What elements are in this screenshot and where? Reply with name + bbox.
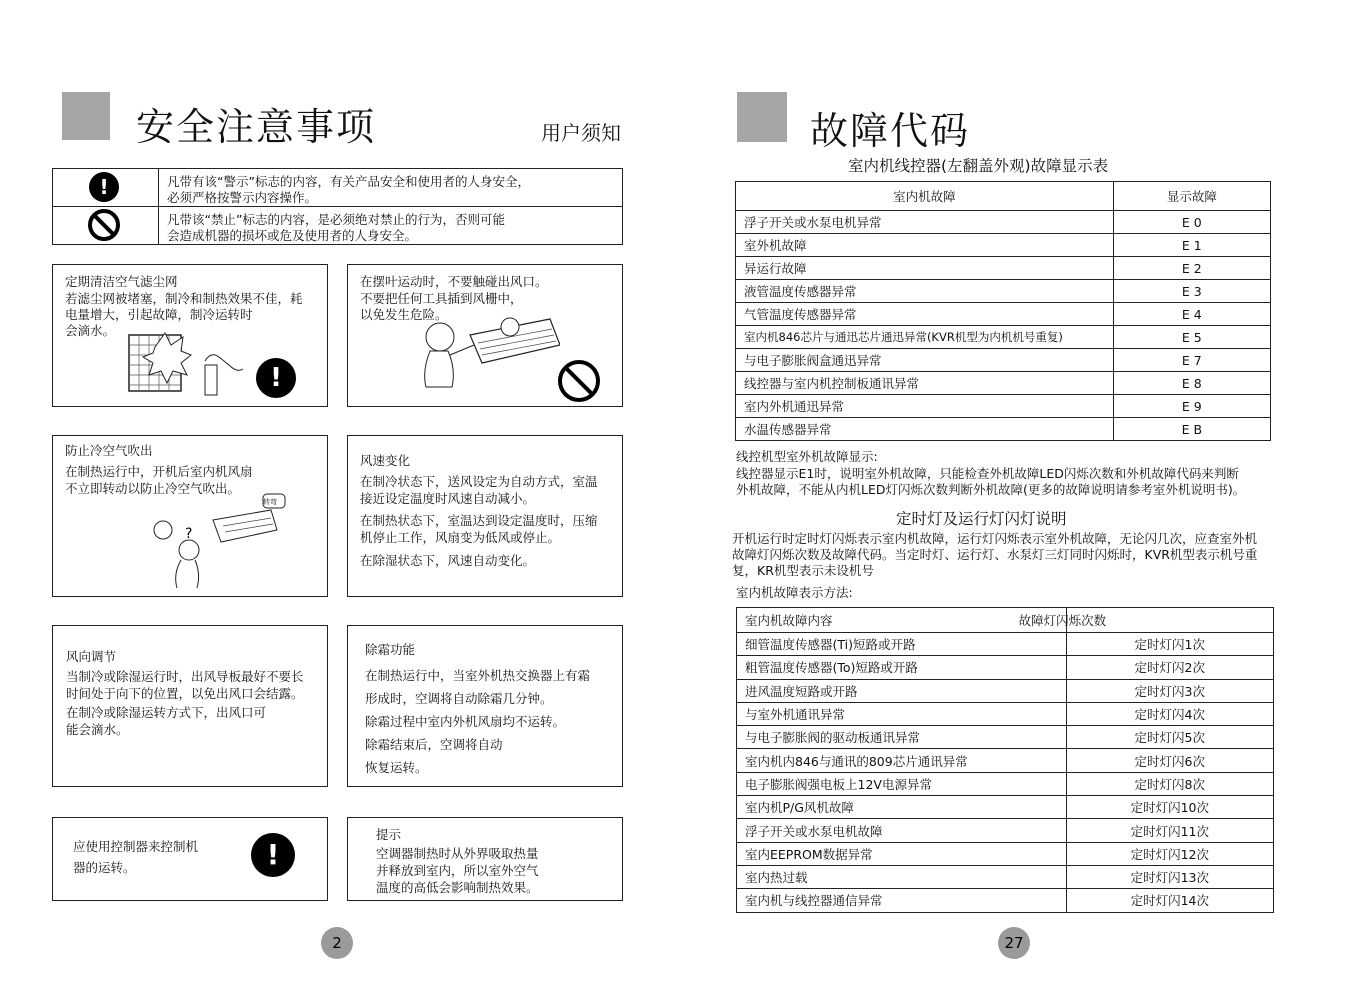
- table-cell: 定时灯闪2次: [1066, 656, 1273, 679]
- defrost-line5: 恢复运转。: [365, 760, 428, 775]
- table-cell: 室外机故障: [736, 234, 1114, 257]
- blink-code-table: [736, 607, 1274, 913]
- defrost-heading: 除霜功能: [365, 642, 416, 657]
- defrost-line4: 除霜结束后，空调将自动: [365, 737, 503, 752]
- table-cell: E 7: [1113, 349, 1270, 372]
- table-cell: 室内机846芯片与通迅芯片通迅异常(KVR机型为内机机号重复): [736, 326, 1114, 349]
- table-row: [737, 679, 1274, 702]
- lamp-note-line1: 开机运行时定时灯闪烁表示室内机故障，运行灯闪烁表示室外机故障，无论闪几次，应查室外机: [732, 531, 1258, 546]
- tip-heading: 提示: [376, 827, 402, 842]
- outdoor-fault-note-heading: 线控机型室外机故障显示:: [736, 449, 878, 464]
- direction-heading: 风向调节: [66, 649, 117, 664]
- swing-line2: 不要把任何工具插到风栅中，: [360, 291, 523, 306]
- warning-icon: !: [251, 833, 295, 877]
- table-header-row: [737, 608, 1274, 633]
- cold-air-heading: 防止冷空气吹出: [65, 443, 153, 458]
- table-row: [737, 633, 1274, 656]
- table-cell: 水温传感器异常: [736, 418, 1114, 441]
- heating-tip-box: [347, 817, 623, 901]
- table-cell: 定时灯闪11次: [1066, 819, 1273, 842]
- section2-title: 定时灯及运行灯闪灯说明: [896, 510, 1067, 528]
- cold-air-line2: 不立即转动以防止冷空气吹出。: [65, 481, 241, 496]
- table-cell: 定时灯闪4次: [1066, 702, 1273, 725]
- fan-speed-line1: 在制冷状态下，送风设定为自动方式，室温: [360, 474, 598, 489]
- table-cell: E 3: [1113, 280, 1270, 303]
- table-cell: 粗管温度传感器(To)短路或开路: [737, 656, 1067, 679]
- controller-usage-box: [52, 817, 328, 901]
- table-cell: 室内机与线控器通信异常: [737, 889, 1067, 912]
- table-row: [736, 349, 1271, 372]
- warning-icon: !: [256, 358, 296, 398]
- lamp-note-line3: 复，KR机型表示未设机号: [732, 563, 874, 578]
- legend-warning-line2: 必须严格按警示内容操作。: [167, 190, 318, 205]
- lamp-note-line2: 故障灯闪烁次数及故障代码。当定时灯、运行灯、水泵灯三灯同时闪烁时，KVR机型表示机号重: [732, 547, 1258, 562]
- table-cell: E 8: [1113, 372, 1270, 395]
- table-cell: 气管温度传感器异常: [736, 303, 1114, 326]
- legend-divider-h: [53, 206, 622, 207]
- table-cell: 细管温度传感器(Ti)短路或开路: [737, 633, 1067, 656]
- direction-line4: 能会滴水。: [66, 722, 129, 737]
- table-header-text: 故障灯闪烁次数: [1018, 613, 1107, 628]
- table-row: [736, 418, 1271, 441]
- table-cell: 定时灯闪13次: [1066, 865, 1273, 888]
- table-cell: 进风温度短路或开路: [737, 679, 1067, 702]
- tip-line1: 空调器制热时从外界吸取热量: [376, 846, 539, 861]
- table-cell: E 0: [1113, 211, 1270, 234]
- table-row: [736, 234, 1271, 257]
- table-cell: 定时灯闪5次: [1066, 726, 1273, 749]
- table1-caption: 室内机线控器(左翻盖外观)故障显示表: [848, 157, 1109, 175]
- table-header-cell: [1018, 608, 1273, 633]
- table-row: [737, 865, 1274, 888]
- table-row: [737, 796, 1274, 819]
- direction-line1: 当制冷或除湿运行时，出风导板最好不要长: [66, 669, 304, 684]
- table-row: [736, 372, 1271, 395]
- filter-line3: 会滴水。: [65, 323, 116, 338]
- table-cell: 室内EEPROM数据异常: [737, 842, 1067, 865]
- table-cell: E 9: [1113, 395, 1270, 418]
- table-cell: 定时灯闪1次: [1066, 633, 1273, 656]
- table-cell: 定时灯闪8次: [1066, 772, 1273, 795]
- page-subtitle: 用户须知: [541, 121, 621, 145]
- table-row: [737, 702, 1274, 725]
- table-cell: 与室外机通讯异常: [737, 702, 1067, 725]
- table2-caption: 室内机故障表示方法:: [736, 585, 853, 600]
- table-cell: 室内热过载: [737, 865, 1067, 888]
- outdoor-fault-note-line2: 外机故障，不能从内机LED灯闪烁次数判断外机故障(更多的故障说明请参考室外机说明书)。: [736, 482, 1246, 497]
- table-row: [737, 656, 1274, 679]
- cold-air-tag: 转弯: [263, 498, 277, 506]
- controller-line1: 应使用控制器来控制机: [73, 839, 199, 854]
- page-title-right: 故障代码: [810, 109, 971, 153]
- table-row: [737, 749, 1274, 772]
- controller-line2: 器的运转。: [73, 860, 136, 875]
- table-row: [736, 280, 1271, 303]
- cold-air-line1: 在制热运行中，开机后室内机风扇: [65, 464, 253, 479]
- page-title-left: 安全注意事项: [136, 105, 377, 149]
- table-row: [737, 726, 1274, 749]
- table-cell: 电子膨胀阀强电板上12V电源异常: [737, 772, 1067, 795]
- table-row: [736, 395, 1271, 418]
- table-cell: E 1: [1113, 234, 1270, 257]
- table-cell: E 4: [1113, 303, 1270, 326]
- table-cell: 与电子膨胀阀盒通迅异常: [736, 349, 1114, 372]
- table-cell: 异运行故障: [736, 257, 1114, 280]
- swing-caution-box: [347, 264, 623, 407]
- table-cell: 定时灯闪3次: [1066, 679, 1273, 702]
- fan-speed-box: [347, 435, 623, 597]
- table-header-cell: 室内机故障内容: [737, 608, 1067, 633]
- table-row: [736, 303, 1271, 326]
- filter-line1: 若滤尘网被堵塞，制冷和制热效果不佳，耗: [65, 291, 303, 306]
- swing-line1: 在摆叶运动时，不要触碰出风口。: [360, 274, 548, 289]
- table-row: [737, 819, 1274, 842]
- fault-display-table: [735, 181, 1271, 441]
- outdoor-fault-note-line1: 线控器显示E1时，说明室外机故障，只能检查外机故障LED闪烁次数和外机故障代码来判断: [736, 466, 1239, 481]
- table-cell: 浮子开关或水泵电机故障: [737, 819, 1067, 842]
- legend-warning-line1: 凡带有该“警示”标志的内容，有关产品安全和使用者的人身安全，: [167, 174, 530, 189]
- section-marker: [737, 92, 787, 142]
- table-cell: E B: [1113, 418, 1270, 441]
- table-cell: E 2: [1113, 257, 1270, 280]
- fan-speed-line5: 在除湿状态下，风速自动变化。: [360, 553, 536, 568]
- fan-speed-line3: 在制热状态下，室温达到设定温度时，压缩: [360, 513, 598, 528]
- page-number-left: 2: [321, 927, 353, 959]
- prohibit-icon: [88, 209, 120, 241]
- filter-cleaning-box: [52, 264, 328, 407]
- fan-speed-heading: 风速变化: [360, 453, 411, 468]
- tip-line2: 并释放到室内，所以室外空气: [376, 863, 539, 878]
- table-cell: 定时灯闪10次: [1066, 796, 1273, 819]
- legend-box: [52, 168, 623, 245]
- table-cell: E 5: [1113, 326, 1270, 349]
- table-header-cell: 室内机故障: [736, 182, 1114, 211]
- table-cell: 浮子开关或水泵电机异常: [736, 211, 1114, 234]
- defrost-line1: 在制热运行中，当室外机热交换器上有霜: [365, 668, 591, 683]
- direction-line3: 在制冷或除湿运转方式下，出风口可: [66, 705, 267, 720]
- table-header-row: [736, 182, 1271, 211]
- cold-air-box: [52, 435, 328, 597]
- tip-line3: 温度的高低会影响制热效果。: [376, 880, 539, 895]
- filter-heading: 定期清洁空气滤尘网: [65, 274, 178, 289]
- swing-line3: 以免发生危险。: [360, 307, 448, 322]
- table-row: [737, 842, 1274, 865]
- table-cell: 定时灯闪14次: [1066, 889, 1273, 912]
- table-row: [736, 211, 1271, 234]
- table-row: [737, 889, 1274, 912]
- table-header-cell: 显示故障: [1113, 182, 1270, 211]
- svg-text:?: ?: [185, 526, 193, 542]
- filter-line2: 电量增大，引起故障，制冷运转时: [65, 307, 253, 322]
- table-cell: 定时灯闪6次: [1066, 749, 1273, 772]
- legend-prohibit-line1: 凡带该“禁止”标志的内容，是必须绝对禁止的行为，否则可能: [167, 212, 505, 227]
- child-touching-outlet-illustration: [400, 305, 560, 403]
- table-cell: 室内机内846与通讯的809芯片通讯异常: [737, 749, 1067, 772]
- fan-speed-line4: 机停止工作，风扇变为低风或停止。: [360, 530, 561, 545]
- section-marker: [62, 92, 110, 140]
- table-cell: 线控器与室内机控制板通讯异常: [736, 372, 1114, 395]
- table-cell: 液管温度传感器异常: [736, 280, 1114, 303]
- warning-icon: !: [89, 172, 119, 202]
- table-cell: 室内机P/G风机故障: [737, 796, 1067, 819]
- direction-line2: 时间处于向下的位置，以免出风口会结露。: [66, 686, 304, 701]
- defrost-box: [347, 625, 623, 787]
- filter-spray-illustration: [125, 327, 245, 399]
- airflow-direction-box: [52, 625, 328, 787]
- table-row: [736, 257, 1271, 280]
- legend-prohibit-line2: 会造成机器的损坏或危及使用者的人身安全。: [167, 228, 418, 243]
- defrost-line3: 除霜过程中室内外机风扇均不运转。: [365, 714, 566, 729]
- fan-speed-line2: 接近设定温度时风速自动减小。: [360, 491, 536, 506]
- table-row: [737, 772, 1274, 795]
- table-row: [736, 326, 1271, 349]
- table-cell: 定时灯闪12次: [1066, 842, 1273, 865]
- page-number-right: 27: [998, 927, 1030, 959]
- table-cell: 室内外机通迅异常: [736, 395, 1114, 418]
- defrost-line2: 形成时，空调将自动除霜几分钟。: [365, 691, 553, 706]
- prohibit-icon: [558, 360, 600, 402]
- table-cell: 与电子膨胀阀的驱动板通讯异常: [737, 726, 1067, 749]
